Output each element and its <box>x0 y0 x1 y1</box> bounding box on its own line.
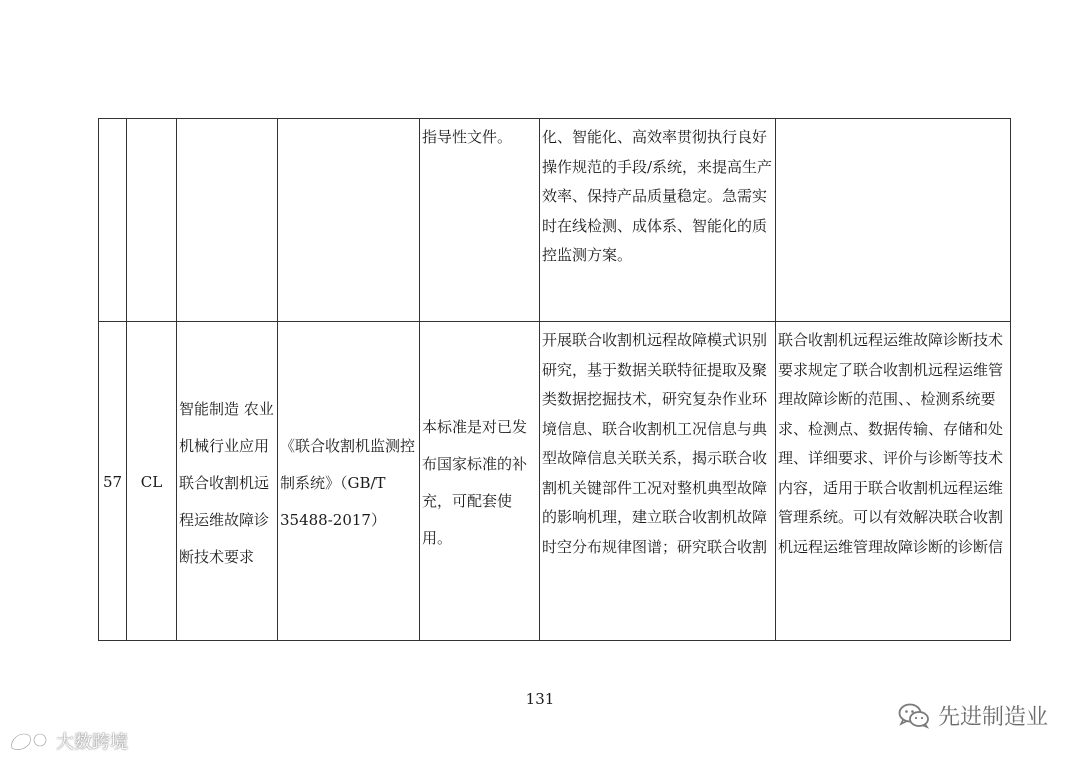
cell-related-standard: 《联合收割机监测控制系统》（GB/T 35488-2017） <box>278 322 420 641</box>
cell-necessity: 化、智能化、高效率贯彻执行良好操作规范的手段/系统，来提高生产效率、保持产品质量稳定。急需实时在线检测、成体系、智能化的质控监测方案。 <box>540 119 776 322</box>
watermark-weibo <box>8 728 128 754</box>
wechat-icon <box>898 703 930 729</box>
cell-standard-name: 智能制造 农业机械行业应用 联合收割机远程运维故障诊断技术要求 <box>177 322 278 641</box>
standards-table <box>98 118 1011 641</box>
cell-necessity: 开展联合收割机远程故障模式识别研究，基于数据关联特征提取及聚类数据挖掘技术，研究复杂作业环境信息、联合收割机工况信息与典型故障信息关联关系，揭示联合收割机关键部件工况对整机典型故障的影响机理，建立联合收割机故障时空分布规律图谱；研究联合收割 <box>540 322 776 641</box>
page-number: 131 <box>525 690 555 708</box>
cell-related-standard <box>278 119 420 322</box>
watermark-wechat <box>898 700 1048 731</box>
cell-index <box>99 119 127 322</box>
weibo-logo-icon <box>8 728 52 754</box>
cell-content <box>776 119 1011 322</box>
cell-relationship: 本标准是对已发布国家标准的补充，可配套使用。 <box>420 322 540 641</box>
cell-content: 联合收割机远程运维故障诊断技术要求规定了联合收割机远程运维管理故障诊断的范围、、检测系统要求、检测点、数据传输、存储和处理、详细要求、评价与诊断等技术内容，适用于联合收割机远程运维管理系统。可以有效解决联合收割机远程运维管理故障诊断的诊断信 <box>776 322 1011 641</box>
table-row <box>99 119 1011 322</box>
cell-standard-name <box>177 119 278 322</box>
cell-code <box>127 119 177 322</box>
cell-index: 57 <box>99 322 127 641</box>
cell-code: CL <box>127 322 177 641</box>
cell-relationship: 指导性文件。 <box>420 119 540 322</box>
table-row <box>99 322 1011 641</box>
watermark-right-text: 先进制造业 <box>937 705 1048 730</box>
watermark-left-text: 大数跨境 <box>56 732 128 753</box>
